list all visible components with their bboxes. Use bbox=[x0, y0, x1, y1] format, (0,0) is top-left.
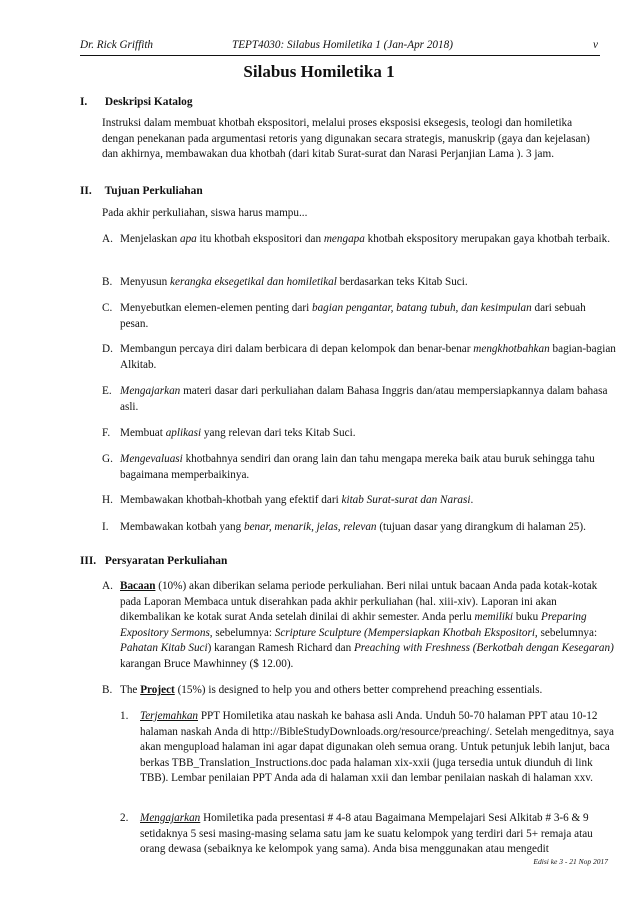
section-number: II. bbox=[80, 185, 92, 197]
requirement-reading: Bacaan (10%) akan diberikan selama periode perkuliahan. Beri nilai untuk bacaan Anda pada kotak-kotak pada Laporan Membaca untuk diserahkan pada akhir perkuliahan (hal. xiii-xiv). Laporan ini akan dikembalikan ke kotak surat Anda setelah dinilai di akhir semester. Anda perlu memiliki buku Preparing Expository Sermons, sebelumnya: Scripture Sculpture (Mempersiapkan Khotbah Ekspositori, sebelumnya: Pahatan Kitab Suci) karangan Ramesh Richard dan Preaching with Freshness (Berkotbah dengan Kesegaran) karangan Bruce Mawhinney ($ 12.00). bbox=[120, 580, 614, 670]
edition-footer: Edisi ke 3 - 21 Nop 2017 bbox=[533, 857, 608, 866]
document-title: Silabus Homiletika 1 bbox=[243, 62, 395, 81]
section-number: III. bbox=[80, 555, 97, 567]
objective-label: C. bbox=[102, 302, 113, 314]
objective-item: Mengajarkan materi dasar dari perkuliahan dalam Bahasa Inggris dan/atau mempersiapkannya dalam bahasa asli. bbox=[120, 385, 608, 413]
section-heading-2 bbox=[80, 185, 203, 197]
requirement-project: The Project (15%) is designed to help you and others better comprehend preaching essentials. bbox=[120, 684, 543, 696]
objective-item: Menjelaskan apa itu khotbah ekspositori dan mengapa khotbah ekspository merupakan gaya khotbah terbaik. bbox=[120, 233, 610, 245]
header-page-number: v bbox=[593, 39, 598, 51]
section-title: Tujuan Perkuliahan bbox=[104, 185, 203, 197]
header-course: TEPT4030: Silabus Homiletika 1 (Jan-Apr 2018) bbox=[232, 39, 453, 51]
project-option-label: 1. bbox=[120, 710, 129, 722]
objective-label: G. bbox=[102, 453, 113, 465]
section-title: Deskripsi Katalog bbox=[104, 96, 193, 108]
project-option-label: 2. bbox=[120, 812, 129, 824]
objective-label: I. bbox=[102, 521, 109, 533]
project-option-teach: Mengajarkan Homiletika pada presentasi # 4-8 atau Bagaimana Mempelajari Sesi Alkitab # 3-6 & 9 setidaknya 5 sesi masing-masing selama satu jam ke suatu kelompok yang terdiri dari 5+ remaja atau orang dewasa (sebaiknya ke kelompok yang sama). Anda bisa menggunakan atau mengedit bbox=[140, 812, 593, 855]
section-heading-1 bbox=[80, 96, 193, 108]
objective-item: Membuat aplikasi yang relevan dari teks Kitab Suci. bbox=[120, 427, 356, 439]
objectives-intro: Pada akhir perkuliahan, siswa harus mampu... bbox=[102, 207, 308, 219]
catalog-description: Instruksi dalam membuat khotbah ekspositori, melalui proses eksposisi eksegesis, teologi dan homiletika dengan penekanan pada argumentasi retoris yang digunakan secara strategis, manuskrip (gaya dan kejelasan) dan akhirnya, membawakan dua khotbah (dari kitab Surat-surat dan Narasi Perjanjian Lama ). 3 jam. bbox=[102, 117, 590, 160]
objective-label: A. bbox=[102, 233, 113, 245]
objective-item: Menyebutkan elemen-elemen penting dari bagian pengantar, batang tubuh, dan kesimpulan dari sebuah pesan. bbox=[120, 302, 586, 330]
objective-label: F. bbox=[102, 427, 111, 439]
running-header bbox=[80, 39, 600, 56]
project-option-translate: Terjemahkan PPT Homiletika atau naskah ke bahasa asli Anda. Unduh 50-70 halaman PPT atau 10-12 halaman naskah Anda di http://BibleStudyDownloads.org/resource/preaching/. Setelah mengeditnya, saya akan mengupload halaman ini agar dapat digunakan oleh semua orang. Untuk petunjuk lebih lanjut, baca berkas TBB_Translation_Instructions.doc pada halaman xix-xxii (juga tersedia untuk diunduh di link TBB). Lembar penilaian PPT Anda ada di halaman xxii dan lembar penilaian naskah di halaman xxv. bbox=[140, 710, 614, 784]
objective-item: Mengevaluasi khotbahnya sendiri dan orang lain dan tahu mengapa mereka baik atau buruk sehingga tahu bagaimana memperbaikinya. bbox=[120, 453, 595, 481]
section-number: I. bbox=[80, 96, 88, 108]
requirement-label: A. bbox=[102, 580, 113, 592]
section-title: Persyaratan Perkuliahan bbox=[104, 555, 228, 567]
header-author: Dr. Rick Griffith bbox=[80, 39, 154, 51]
objective-item: Menyusun kerangka eksegetikal dan homiletikal berdasarkan teks Kitab Suci. bbox=[120, 276, 468, 288]
objective-label: B. bbox=[102, 276, 113, 288]
objective-label: E. bbox=[102, 385, 112, 397]
objective-item: Membawakan kotbah yang benar, menarik, jelas, relevan (tujuan dasar yang dirangkum di halaman 25). bbox=[120, 521, 586, 533]
objective-item: Membawakan khotbah-khotbah yang efektif dari kitab Surat-surat dan Narasi. bbox=[120, 494, 474, 506]
objective-label: H. bbox=[102, 494, 113, 506]
objective-item: Membangun percaya diri dalam berbicara di depan kelompok dan benar-benar mengkhotbahkan bagian-bagian Alkitab. bbox=[120, 343, 616, 371]
section-heading-3 bbox=[80, 555, 227, 567]
objective-label: D. bbox=[102, 343, 113, 355]
requirement-label: B. bbox=[102, 684, 113, 696]
